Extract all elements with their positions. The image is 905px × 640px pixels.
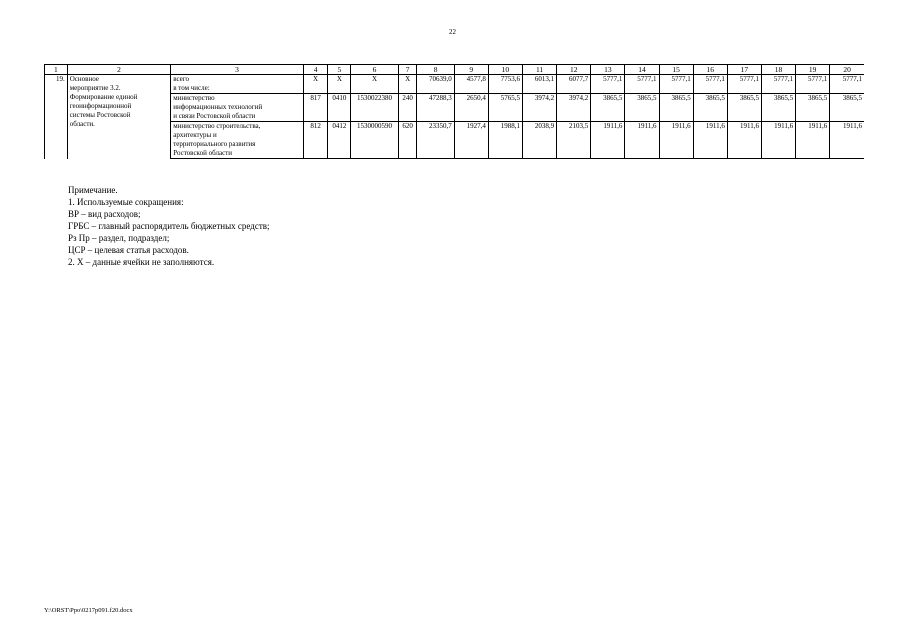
column-header: 16 [693, 65, 727, 75]
column-header: 19 [796, 65, 830, 75]
table-cell: 3865,5 [625, 94, 659, 122]
table-cell: 1530022380 [351, 94, 399, 122]
table-cell: 4577,8 [454, 75, 488, 94]
table-cell: Х [351, 75, 399, 94]
table-cell: 1911,6 [796, 122, 830, 159]
table-cell: Х [328, 75, 351, 94]
table-cell: 23350,7 [417, 122, 454, 159]
column-header: 7 [398, 65, 417, 75]
table-cell: 3865,5 [727, 94, 761, 122]
table-cell: 5777,1 [796, 75, 830, 94]
note-line: 1. Используемые сокращения: [68, 197, 184, 207]
note-line: Примечание. [68, 185, 118, 195]
table-cell: 0410 [328, 94, 351, 122]
table-cell: 240 [398, 94, 417, 122]
table-cell: 3865,5 [591, 94, 625, 122]
row-number: 19. [45, 75, 68, 159]
row-label: министерство информационных технологий и связи Ростовской области [171, 94, 303, 122]
table-cell: 3865,5 [830, 94, 864, 122]
table-cell: 1911,6 [761, 122, 795, 159]
table-cell: 70639,0 [417, 75, 454, 94]
notes-block [68, 184, 270, 268]
table-cell: 1911,6 [625, 122, 659, 159]
column-header: 12 [557, 65, 591, 75]
column-header: 3 [171, 65, 303, 75]
table-cell: 1988,1 [488, 122, 522, 159]
table-cell: 5777,1 [625, 75, 659, 94]
column-header: 14 [625, 65, 659, 75]
table-cell: 1911,6 [727, 122, 761, 159]
table-cell: 5777,1 [693, 75, 727, 94]
table-cell: 5777,1 [659, 75, 693, 94]
column-header: 5 [328, 65, 351, 75]
table-cell: 1927,4 [454, 122, 488, 159]
table-cell: 6013,1 [522, 75, 556, 94]
column-header: 20 [830, 65, 864, 75]
table-cell: 3865,5 [761, 94, 795, 122]
table-cell: 5777,1 [761, 75, 795, 94]
table-cell: 2038,9 [522, 122, 556, 159]
column-header: 13 [591, 65, 625, 75]
table-cell: 2650,4 [454, 94, 488, 122]
row-label: всего в том числе: [171, 75, 303, 94]
table-cell: 3974,2 [557, 94, 591, 122]
column-header: 15 [659, 65, 693, 75]
budget-table [44, 64, 864, 159]
table-cell: 7753,6 [488, 75, 522, 94]
column-header: 18 [761, 65, 795, 75]
table-cell: 2103,5 [557, 122, 591, 159]
event-name: Основное мероприятие 3.2. Формирование единой геоинформационной системы Ростовской области. [67, 75, 170, 159]
table-cell: 6077,7 [557, 75, 591, 94]
column-header: 1 [45, 65, 68, 75]
table-cell: 3865,5 [659, 94, 693, 122]
column-header: 17 [727, 65, 761, 75]
footer-file-path: Y:\ORST\Ppo\0217p091.f20.docx [44, 607, 133, 614]
note-line: 2. Х – данные ячейки не заполняются. [68, 257, 215, 267]
table-cell: 5765,5 [488, 94, 522, 122]
note-line: ГРБС – главный распорядитель бюджетных средств; [68, 221, 270, 231]
table-cell: 5777,1 [591, 75, 625, 94]
table-row [45, 75, 865, 94]
table-cell: 620 [398, 122, 417, 159]
table-cell: 0412 [328, 122, 351, 159]
column-header: 2 [67, 65, 170, 75]
note-line: ЦСР – целевая статья расходов. [68, 245, 189, 255]
table-cell: 1911,6 [591, 122, 625, 159]
note-line: Рз Пр – раздел, подраздел; [68, 233, 170, 243]
table-cell: 1911,6 [830, 122, 864, 159]
table-cell: Х [398, 75, 417, 94]
table-cell: 812 [303, 122, 328, 159]
table-cell: 1911,6 [659, 122, 693, 159]
column-header: 9 [454, 65, 488, 75]
table-cell: 1530000590 [351, 122, 399, 159]
table-cell: 3865,5 [796, 94, 830, 122]
table-cell: 47288,3 [417, 94, 454, 122]
note-line: ВР – вид расходов; [68, 209, 141, 219]
column-header: 8 [417, 65, 454, 75]
table-cell: 817 [303, 94, 328, 122]
table-cell: 1911,6 [693, 122, 727, 159]
table-cell: 3974,2 [522, 94, 556, 122]
table-cell: Х [303, 75, 328, 94]
row-label: министерство строительства, архитектуры и территориального развития Ростовской области [171, 122, 303, 159]
column-header: 10 [488, 65, 522, 75]
column-header: 6 [351, 65, 399, 75]
table-header-row [45, 65, 865, 75]
column-header: 11 [522, 65, 556, 75]
page-number: 22 [449, 28, 456, 36]
table-cell: 5777,1 [830, 75, 864, 94]
table-cell: 3865,5 [693, 94, 727, 122]
column-header: 4 [303, 65, 328, 75]
table-cell: 5777,1 [727, 75, 761, 94]
